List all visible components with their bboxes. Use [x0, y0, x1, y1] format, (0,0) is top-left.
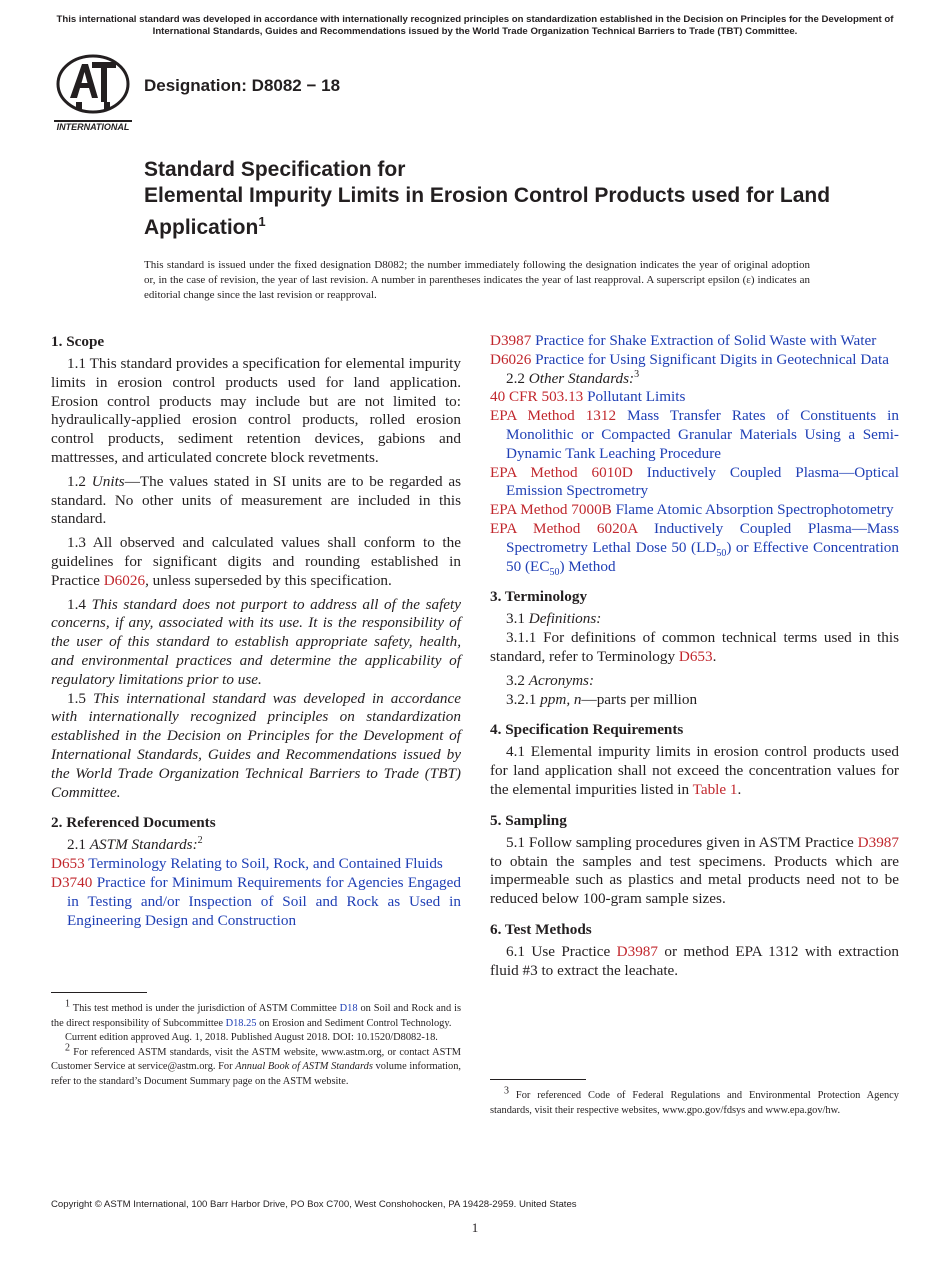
para-6-1: 6.1 Use Practice D3987 or method EPA 1312 with extraction fluid #3 to extract the leachate. [490, 942, 899, 979]
left-column [51, 332, 461, 930]
ref-item[interactable]: D3987 Practice for Shake Extraction of Solid Waste with Water [490, 332, 877, 349]
ref-item[interactable]: D653 Terminology Relating to Soil, Rock, and Contained Fluids [51, 855, 443, 873]
para-3-1: 3.1 Definitions: [506, 610, 602, 628]
section-heading-test-methods: 6. Test Methods [490, 920, 592, 938]
para-5-1: 5.1 Follow sampling procedures given in ASTM Practice D3987 to obtain the samples and test specimens. Products which are impermeable such as plastics and metal products need not to be reduced below 100-gram sample sizes. [490, 833, 899, 908]
right-column [490, 332, 899, 981]
designation: Designation: D8082 − 18 [144, 76, 341, 95]
document-title [144, 157, 844, 241]
astm-logo [52, 54, 134, 134]
ref-item[interactable]: EPA Method 6020A Inductively Coupled Plasma—Mass Spectrometry Lethal Dose 50 $(LD_{50})$ or Effective Concentration 50 $(EC_{50})$ Method [490, 519, 899, 578]
section-heading-referenced: 2. Referenced Documents [51, 814, 216, 832]
title-footnote-mark: 1 [258, 214, 266, 229]
section-heading-scope: 1. Scope [51, 333, 105, 350]
footnote-rule-right [490, 1079, 586, 1080]
ref-item[interactable]: EPA Method 6010D Inductively Coupled Plasma—Optical Emission Spectrometry [490, 463, 900, 500]
para-1-4: 1.4 This standard does not purport to address all of the safety concerns, if any, associated with its use. It is the responsibility of the user of this standard to establish appropriate safety, health, and environmental practices and determine the applicability of regulatory limitations prior to use. [51, 595, 462, 688]
astm-standards-label: 2.1 ASTM Standards:$^2$ [67, 835, 203, 854]
footnote-rule-left [51, 992, 147, 993]
footnote-1-edition: Current edition approved Aug. 1, 2018. Published August 2018. DOI: 10.1520/D8082-18. [65, 1032, 438, 1044]
issuance-note: This standard is issued under the fixed designation D8082; the number immediately following the designation indicates the year of original adoption or, in the case of revision, the year of last revision. A number in parentheses indicates the year of last reapproval. A superscript epsilon (ε) indicates an editorial change since the last revision or reapproval. [144, 259, 810, 301]
para-3-1-1: 3.1.1 For definitions of common technical terms used in this standard, refer to Terminology D653. [490, 629, 899, 665]
para-3-2: 3.2 Acronyms: [506, 671, 595, 689]
link-table-1[interactable]: Table 1 [692, 780, 738, 798]
link-d18[interactable]: D18 [339, 1003, 358, 1014]
astm-logo-icon [52, 54, 134, 134]
link-d6026[interactable]: D6026 [103, 571, 146, 589]
link-d18-25[interactable]: D18.25 [225, 1017, 257, 1029]
para-1-3: 1.3 All observed and calculated values shall conform to the guidelines for significant digits and rounding established in Practice D6026, unless superseded by this specification. [51, 534, 461, 589]
footnote-3: $^3$ For referenced Code of Federal Regulations and Environmental Protection Agency standards, visit their respective websites, www.gpo.gov/fdsys and www.epa.gov/hw. [490, 1085, 899, 1116]
title-main: Elemental Impurity Limits in Erosion Control Products used for Land Application [144, 184, 831, 239]
link-d3987[interactable]: D3987 [616, 942, 658, 960]
para-1-5: 1.5 This international standard was developed in accordance with internationally recognized principles on standardization established in the Decision on Principles for the Development of International Standards, Guides and Recommendations issued by the World Trade Organization Technical Barriers to Trade (TBT) Committee. [51, 689, 462, 801]
title-line-2 [144, 183, 844, 241]
ref-item[interactable]: EPA Method 7000B Flame Atomic Absorption Spectrophotometry [490, 501, 894, 519]
footnotes-right [490, 1085, 899, 1118]
title-line-1: Standard Specification for [144, 158, 406, 181]
tbt-notice: This international standard was developed in accordance with internationally recognized principles on standardization established in the Decision on Principles for the Development of International Standards, Guides and Recommendations issued by the World Trade Organization Technical Barriers to Trade (TBT) Committee. [56, 14, 894, 37]
section-heading-spec: 4. Specification Requirements [490, 721, 684, 739]
ref-item[interactable]: D3740 Practice for Minimum Requirements for Agencies Engaged in Testing and/or Inspection of Soil and Rock as Used in Engineering Design and Construction [51, 873, 461, 929]
link-d653[interactable]: D653 [678, 647, 713, 665]
copyright: Copyright © ASTM International, 100 Barr Harbor Drive, PO Box C700, West Conshohocken, PA 19428-2959. United States [51, 1199, 577, 1210]
ref-item[interactable]: EPA Method 1312 Mass Transfer Rates of Constituents in Monolithic or Compacted Granular Materials Using a Semi-Dynamic Tank Leaching Procedure [490, 407, 899, 462]
para-1-2: 1.2 Units—The values stated in SI units are to be regarded as standard. No other units of measurement are included in this standard. [51, 472, 461, 528]
footnotes-left [51, 998, 462, 1090]
para-1-1: 1.1 This standard provides a specification for elemental impurity limits in erosion control products used for land application. Erosion control products may include but are not limited to: hydraulically-applied erosion control products, rolled erosion control products, sediment retention devices, gabions and mattresses, and articulated concrete block revetments. [51, 355, 461, 466]
footnote-1: $^1$ This test method is under the jurisdiction of ASTM Committee D18 on Soil and Rock and is the direct responsibility of Subcommittee D18.25 on Erosion and Sediment Control Technology. [51, 998, 462, 1029]
other-standards-label: 2.2 Other Standards:$^3$ [506, 368, 640, 387]
footnote-2: $^2$ For referenced ASTM standards, visit the ASTM website, www.astm.org, or contact ASTM Customer Service at service@astm.org. For Annual Book of ASTM Standards volume information, refer to the standard’s Document Summary page on the ASTM website. [51, 1042, 461, 1087]
logo-wordmark: INTERNATIONAL [56, 122, 130, 132]
link-d3987[interactable]: D3987 [857, 833, 899, 851]
ref-item[interactable]: D6026 Practice for Using Significant Digits in Geotechnical Data [490, 350, 889, 368]
para-4-1: 4.1 Elemental impurity limits in erosion control products used for land application shall not exceed the concentration values for the elemental impurities listed in Table 1. [490, 743, 899, 798]
ref-item[interactable]: 40 CFR 503.13 Pollutant Limits [490, 388, 686, 406]
para-3-2-1: 3.2.1 ppm, n—parts per million [506, 690, 698, 708]
section-heading-sampling: 5. Sampling [490, 811, 567, 829]
section-heading-terminology: 3. Terminology [490, 588, 588, 606]
page-number: 1 [471, 1220, 479, 1235]
